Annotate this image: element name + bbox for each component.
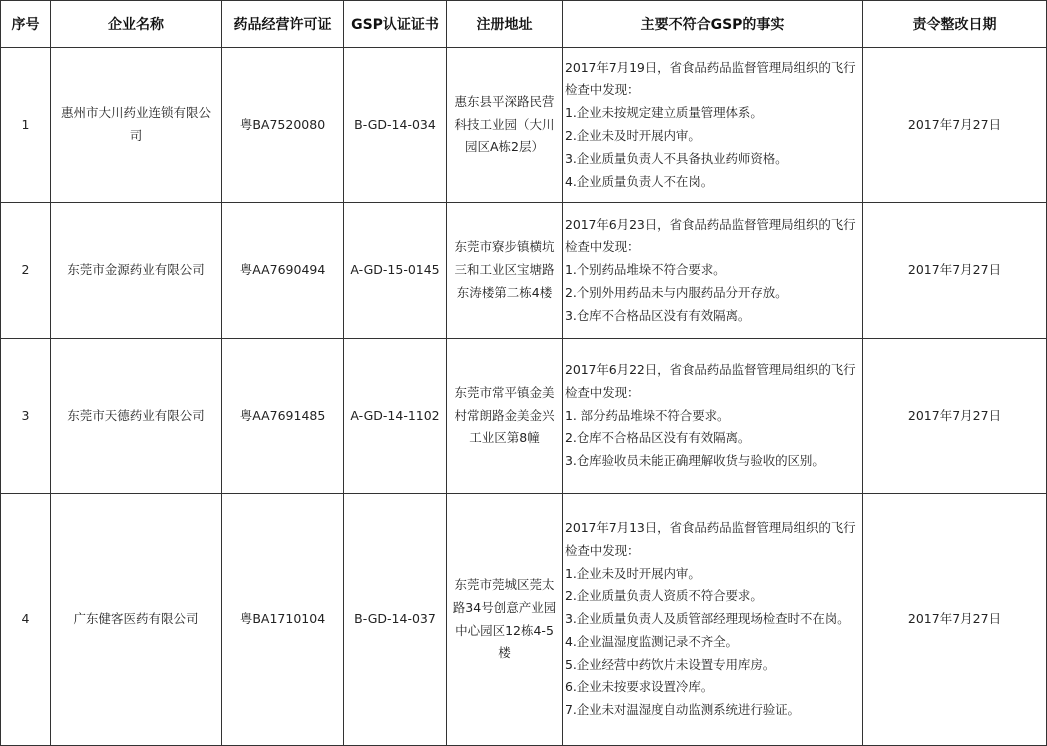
fact-line: 4.企业温湿度监测记录不齐全。 (565, 633, 738, 649)
table-row (1, 339, 1047, 494)
fact-line: 1.个别药品堆垛不符合要求。 (565, 262, 726, 278)
cell-deadline: 2017年7月27日 (863, 203, 1047, 339)
cell-address: 东莞市寮步镇横坑三和工业区宝塘路东涛楼第二栋4楼 (447, 203, 563, 339)
table-row (1, 48, 1047, 203)
fact-line: 3.仓库验收员未能正确理解收货与验收的区别。 (565, 453, 825, 469)
cell-license: 粤AA7691485 (222, 339, 344, 494)
fact-line: 2017年6月22日，省食品药品监督管理局组织的飞行检查中发现： (565, 362, 856, 400)
fact-line: 2017年7月13日，省食品药品监督管理局组织的飞行检查中发现： (565, 519, 856, 558)
fact-line: 7.企业未对温湿度自动监测系统进行验证。 (565, 702, 800, 718)
cell-license: 粤AA7690494 (222, 203, 344, 339)
fact-line: 2.企业未及时开展内审。 (565, 128, 701, 143)
fact-line: 2.仓库不合格品区没有有效隔离。 (565, 430, 751, 446)
header-license: 药品经营许可证 (222, 1, 344, 48)
cell-facts (563, 48, 863, 203)
fact-line: 2017年7月19日，省食品药品监督管理局组织的飞行检查中发现： (565, 59, 856, 98)
cell-company: 东莞市天德药业有限公司 (51, 339, 222, 494)
cell-deadline: 2017年7月27日 (863, 48, 1047, 203)
cell-company: 惠州市大川药业连锁有限公司 (51, 48, 222, 203)
cell-gsp-cert: B-GD-14-037 (344, 494, 447, 746)
cell-gsp-cert: A-GD-14-1102 (344, 339, 447, 494)
cell-company: 广东健客医药有限公司 (51, 494, 222, 746)
cell-address: 东莞市常平镇金美村常朗路金美金兴工业区第8幢 (447, 339, 563, 494)
fact-line: 1. 部分药品堆垛不符合要求。 (565, 407, 730, 423)
cell-address: 惠东县平深路民营科技工业园（大川园区A栋2层） (447, 48, 563, 203)
fact-line: 2017年6月23日，省食品药品监督管理局组织的飞行检查中发现： (565, 216, 856, 255)
cell-deadline: 2017年7月27日 (863, 494, 1047, 746)
cell-seq: 3 (1, 339, 51, 494)
cell-facts (563, 203, 863, 339)
fact-line: 4.企业质量负责人不在岗。 (565, 173, 714, 189)
cell-seq: 2 (1, 203, 51, 339)
table-row (1, 494, 1047, 746)
cell-license: 粤BA1710104 (222, 494, 344, 746)
header-deadline: 责令整改日期 (863, 1, 1047, 48)
cell-license: 粤BA7520080 (222, 48, 344, 203)
fact-line: 1.企业未及时开展内审。 (565, 565, 701, 581)
cell-gsp-cert: B-GD-14-034 (344, 48, 447, 203)
cell-facts (563, 494, 863, 746)
header-gsp-cert: GSP认证证书 (344, 1, 447, 48)
header-seq: 序号 (1, 1, 51, 48)
fact-line: 1.企业未按规定建立质量管理体系。 (565, 105, 763, 121)
fact-line: 3.企业质量负责人及质管部经理现场检查时不在岗。 (565, 611, 850, 627)
cell-facts (563, 339, 863, 494)
cell-deadline: 2017年7月27日 (863, 339, 1047, 494)
table-row (1, 203, 1047, 339)
fact-line: 6.企业未按要求设置冷库。 (565, 679, 714, 695)
header-address: 注册地址 (447, 1, 563, 48)
cell-company: 东莞市金源药业有限公司 (51, 203, 222, 339)
fact-line: 3.企业质量负责人不具备执业药师资格。 (565, 150, 788, 166)
cell-address: 东莞市莞城区莞太路34号创意产业园中心园区12栋4-5楼 (447, 494, 563, 746)
header-row (1, 1, 1047, 48)
cell-seq: 1 (1, 48, 51, 203)
header-company: 企业名称 (51, 1, 222, 48)
fact-line: 2.企业质量负责人资质不符合要求。 (565, 588, 763, 604)
cell-gsp-cert: A-GD-15-0145 (344, 203, 447, 339)
cell-seq: 4 (1, 494, 51, 746)
header-facts: 主要不符合GSP的事实 (563, 1, 863, 48)
fact-line: 3.仓库不合格品区没有有效隔离。 (565, 307, 751, 323)
fact-line: 2.个别外用药品未与内服药品分开存放。 (565, 284, 788, 300)
fact-line: 5.企业经营中药饮片未设置专用库房。 (565, 656, 776, 672)
